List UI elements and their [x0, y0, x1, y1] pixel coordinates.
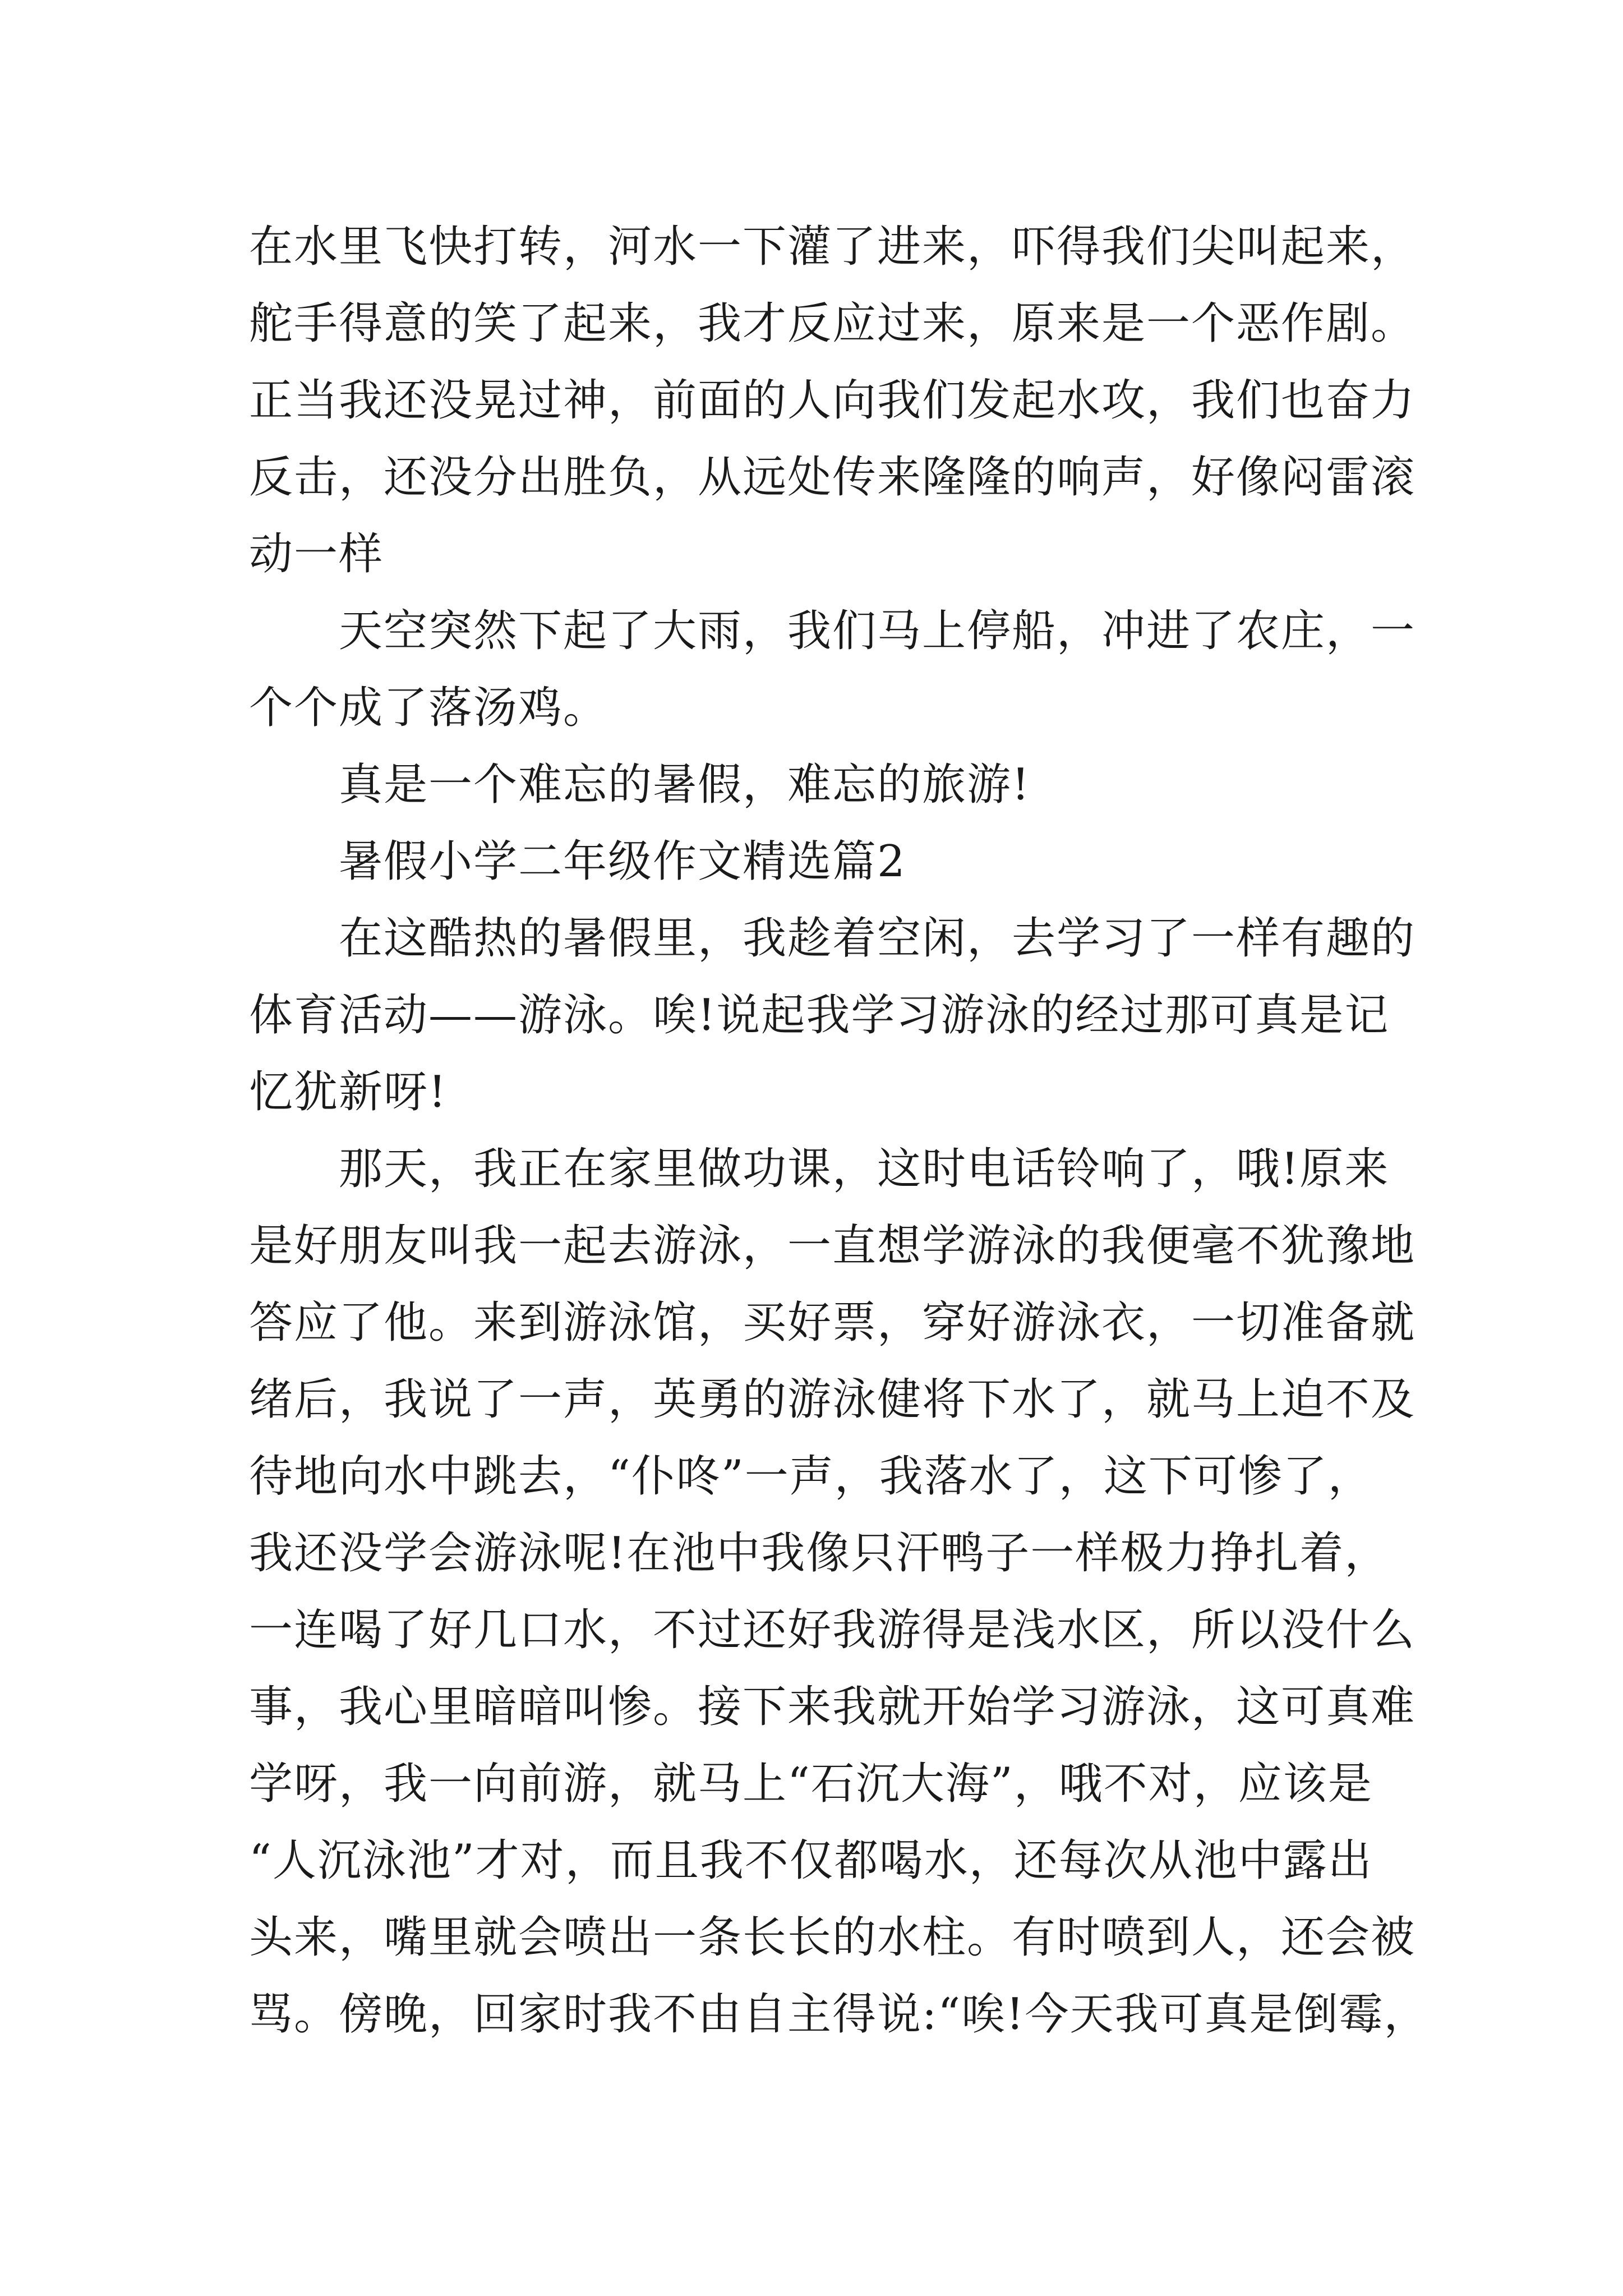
document-body	[249, 209, 1429, 2053]
paragraph-2	[249, 593, 1416, 747]
heading-text: 暑假小学二年级作文精选篇2	[339, 836, 906, 887]
text-line: 在水里飞快打转，河水一下灌了进来，吓得我们尖叫起来，	[249, 222, 1416, 272]
paragraph-1	[249, 209, 1416, 593]
text-line: 舵手得意的笑了起来，我才反应过来，原来是一个恶作剧。	[249, 298, 1416, 349]
text-line: 在这酷热的暑假里，我趁着空闲，去学习了一样有趣的	[339, 913, 1416, 964]
text-line: 待地向水中跳去，“仆咚”一声，我落水了，这下可惨了，	[249, 1451, 1373, 1502]
text-line: 那天，我正在家里做功课，这时电话铃响了，哦!原来	[339, 1144, 1390, 1194]
section-heading	[249, 823, 1387, 900]
text-line: 头来，嘴里就会喷出一条长长的水柱。有时喷到人，还会被	[249, 1912, 1416, 1963]
text-line: “人沉泳池”才对，而且我不仅都喝水，还每次从池中露出	[249, 1835, 1373, 1886]
text-line: 绪后，我说了一声，英勇的游泳健将下水了，就马上迫不及	[249, 1374, 1416, 1425]
text-line: 真是一个难忘的暑假，难忘的旅游!	[339, 760, 1031, 810]
text-line: 答应了他。来到游泳馆，买好票，穿好游泳衣，一切准备就	[249, 1297, 1416, 1348]
paragraph-6	[249, 1131, 1429, 2053]
paragraph-5	[249, 900, 1416, 1131]
text-line: 学呀，我一向前游，就马上“石沉大海”，哦不对，应该是	[249, 1759, 1373, 1809]
text-line: 忆犹新呀!	[249, 1067, 448, 1117]
text-line: 动一样	[249, 529, 384, 579]
text-line: 我还没学会游泳呢!在池中我像只汗鸭子一样极力挣扎着，	[249, 1528, 1390, 1579]
text-line: 骂。傍晚，回家时我不由自主得说:“唉!今天我可真是倒霉，	[249, 1989, 1429, 2040]
text-line: 反击，还没分出胜负，从远处传来隆隆的响声，好像闷雷滚	[249, 452, 1416, 503]
paragraph-3	[249, 747, 1387, 823]
text-line: 是好朋友叫我一起去游泳，一直想学游泳的我便毫不犹豫地	[249, 1221, 1416, 1271]
text-line: 个个成了落汤鸡。	[249, 683, 608, 733]
text-line: 事，我心里暗暗叫惨。接下来我就开始学习游泳，这可真难	[249, 1682, 1416, 1732]
text-line: 天空突然下起了大雨，我们马上停船，冲进了农庄，一	[339, 606, 1416, 656]
text-line: 正当我还没晃过神，前面的人向我们发起水攻，我们也奋力	[249, 375, 1416, 426]
text-line: 体育活动——游泳。唉!说起我学习游泳的经过那可真是记	[249, 990, 1390, 1041]
text-line: 一连喝了好几口水，不过还好我游得是浅水区，所以没什么	[249, 1605, 1416, 1655]
